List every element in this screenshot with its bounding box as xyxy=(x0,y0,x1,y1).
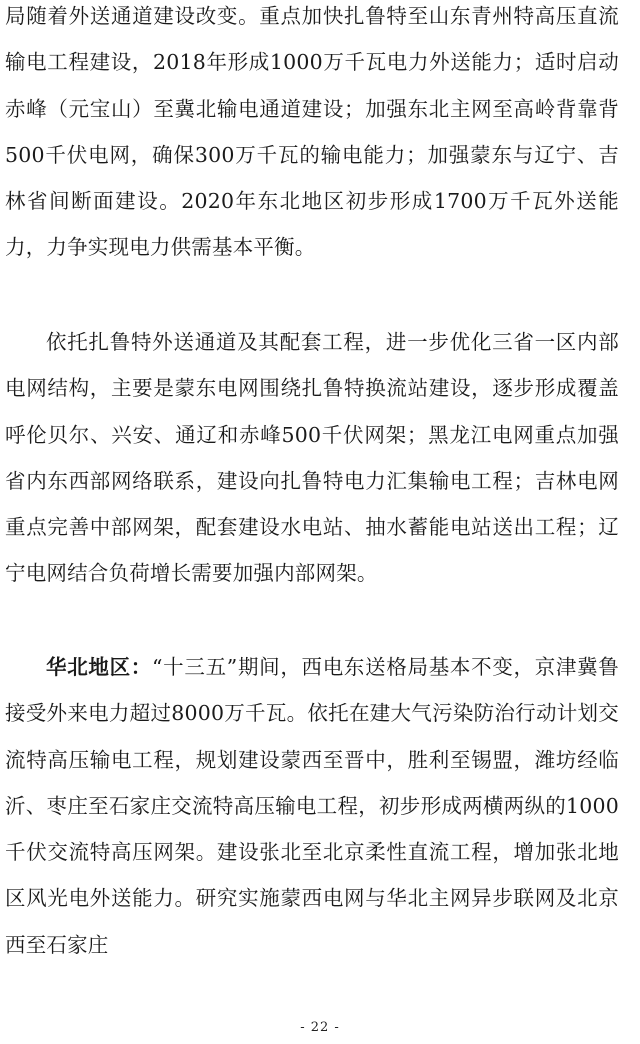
page-number: - 22 - xyxy=(300,1020,340,1035)
paragraph-3-body xyxy=(5,644,619,968)
paragraph-3-text: “十三五”期间，西电东送格局基本不变，京津冀鲁接受外来电力超过8000万千瓦。依托在建大气污染防治行动计划交流特高压输电工程，规划建设蒙西至晋中，胜利至锡盟，潍坊经临沂、枣庄至石家庄交流特高压输电工程，初步形成两横两纵的1000千伏交流特高压网架。建设张北至北京柔性直流工程，增加张北地区风光电外送能力。研究实施蒙西电网与华北主网异步联网及北京西至石家庄 xyxy=(5,655,620,957)
paragraph-2-text: 依托扎鲁特外送通道及其配套工程，进一步优化三省一区内部电网结构，主要是蒙东电网围绕扎鲁特换流站建设，逐步形成覆盖呼伦贝尔、兴安、通辽和赤峰500千伏网架；黑龙江电网重点加强省内东西部网络联系，建设向扎鲁特电力汇集输电工程；吉林电网重点完善中部网架，配套建设水电站、抽水蓄能电站送出工程；辽宁电网结合负荷增长需要加强内部网架。 xyxy=(5,330,619,586)
paragraph-2 xyxy=(5,319,619,597)
paragraph-1 xyxy=(5,0,619,271)
paragraph-3 xyxy=(5,644,619,968)
paragraph-3-lead: 华北地区： xyxy=(46,655,152,679)
paragraph-1-text: 局随着外送通道建设改变。重点加快扎鲁特至山东青州特高压直流输电工程建设，2018年形成1000万千瓦电力外送能力；适时启动赤峰（元宝山）至冀北输电通道建设；加强东北主网至高岭背靠背500千伏电网，确保300万千瓦的输电能力；加强蒙东与辽宁、吉林省间断面建设。2020年东北地区初步形成1700万千瓦外送能力，力争实现电力供需基本平衡。 xyxy=(5,4,619,260)
